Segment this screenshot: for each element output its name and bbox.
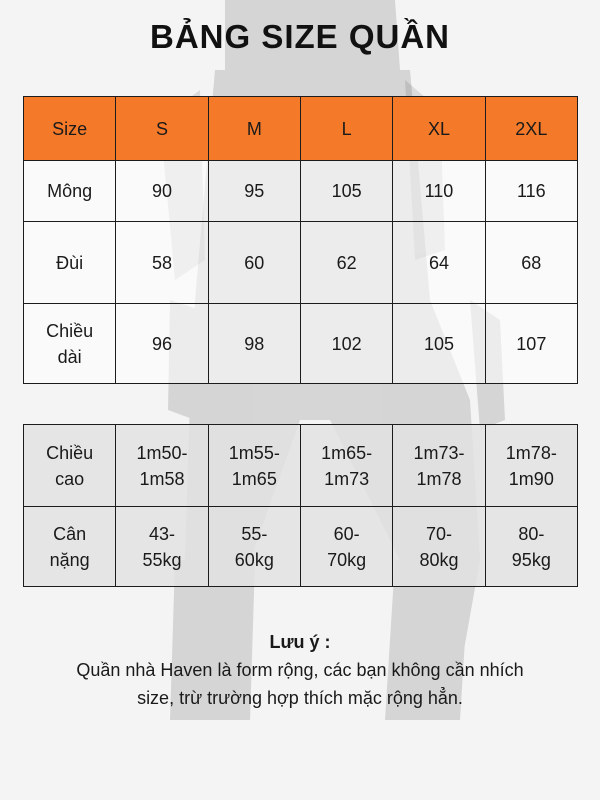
row-label: Đùi	[24, 222, 116, 304]
table-cell: 62	[300, 222, 392, 304]
table-row	[24, 425, 578, 507]
row-label-line: Cân	[53, 523, 87, 544]
table-cell: 105	[300, 161, 392, 222]
size-table-header	[24, 97, 578, 161]
cell-line: 1m78-	[505, 442, 557, 463]
cell-line: 1m65-	[321, 442, 373, 463]
row-label-line: nặng	[49, 549, 90, 570]
table-cell: 60	[208, 222, 300, 304]
table-cell: 58	[116, 222, 208, 304]
cell-line: 1m50-	[136, 442, 188, 463]
cell-line: 80kg	[419, 549, 459, 570]
table-cell: 98	[208, 304, 300, 384]
table-cell: 102	[300, 304, 392, 384]
header-cell: S	[116, 97, 208, 161]
cell-line: 1m90	[508, 468, 554, 489]
table-row	[24, 161, 578, 222]
table-cell	[393, 507, 485, 587]
table-cell	[485, 507, 577, 587]
table-cell: 105	[393, 304, 485, 384]
cell-line: 1m58	[139, 468, 185, 489]
row-label: Mông	[24, 161, 116, 222]
table-row	[24, 222, 578, 304]
cell-line: 60-	[333, 523, 360, 544]
table-cell: 90	[116, 161, 208, 222]
table-cell	[300, 425, 392, 507]
row-label-line: cao	[55, 468, 85, 489]
cell-line: 1m73	[324, 468, 370, 489]
cell-line: 1m78	[416, 468, 462, 489]
note-line: size, trừ trường hợp thích mặc rộng hẳn.	[137, 688, 463, 708]
row-label	[24, 507, 116, 587]
table-cell	[208, 425, 300, 507]
note-line: Quần nhà Haven là form rộng, các bạn không cần nhích	[76, 660, 524, 680]
cell-line: 70-	[425, 523, 452, 544]
header-cell: 2XL	[485, 97, 577, 161]
table-row	[24, 304, 578, 384]
page-title: BẢNG SIZE QUẦN	[149, 18, 450, 55]
note-section	[0, 628, 600, 712]
table-cell: 107	[485, 304, 577, 384]
size-table	[23, 96, 578, 384]
table-cell: 96	[116, 304, 208, 384]
cell-line: 43-	[148, 523, 175, 544]
row-label-line: dài	[57, 346, 82, 367]
row-label-line: Chiều	[46, 442, 94, 463]
table-cell: 68	[485, 222, 577, 304]
table-cell	[116, 507, 208, 587]
body-measure-table	[23, 424, 578, 587]
table-cell: 110	[393, 161, 485, 222]
cell-line: 55-	[241, 523, 268, 544]
table-cell: 116	[485, 161, 577, 222]
table-cell: 64	[393, 222, 485, 304]
table-cell: 95	[208, 161, 300, 222]
cell-line: 80-	[518, 523, 545, 544]
cell-line: 70kg	[327, 549, 367, 570]
table-cell	[485, 425, 577, 507]
cell-line: 1m73-	[413, 442, 465, 463]
header-cell: XL	[393, 97, 485, 161]
row-label-line: Chiều	[46, 320, 94, 341]
table-cell	[116, 425, 208, 507]
note-title: Lưu ý :	[269, 632, 331, 652]
row-label	[24, 425, 116, 507]
cell-line: 60kg	[234, 549, 274, 570]
table-cell	[208, 507, 300, 587]
cell-line: 1m55-	[228, 442, 280, 463]
table-row	[24, 507, 578, 587]
cell-line: 1m65	[231, 468, 277, 489]
header-cell: M	[208, 97, 300, 161]
table-cell	[393, 425, 485, 507]
row-label	[24, 304, 116, 384]
header-cell: L	[300, 97, 392, 161]
cell-line: 55kg	[142, 549, 182, 570]
header-cell: Size	[24, 97, 116, 161]
cell-line: 95kg	[511, 549, 551, 570]
table-cell	[300, 507, 392, 587]
